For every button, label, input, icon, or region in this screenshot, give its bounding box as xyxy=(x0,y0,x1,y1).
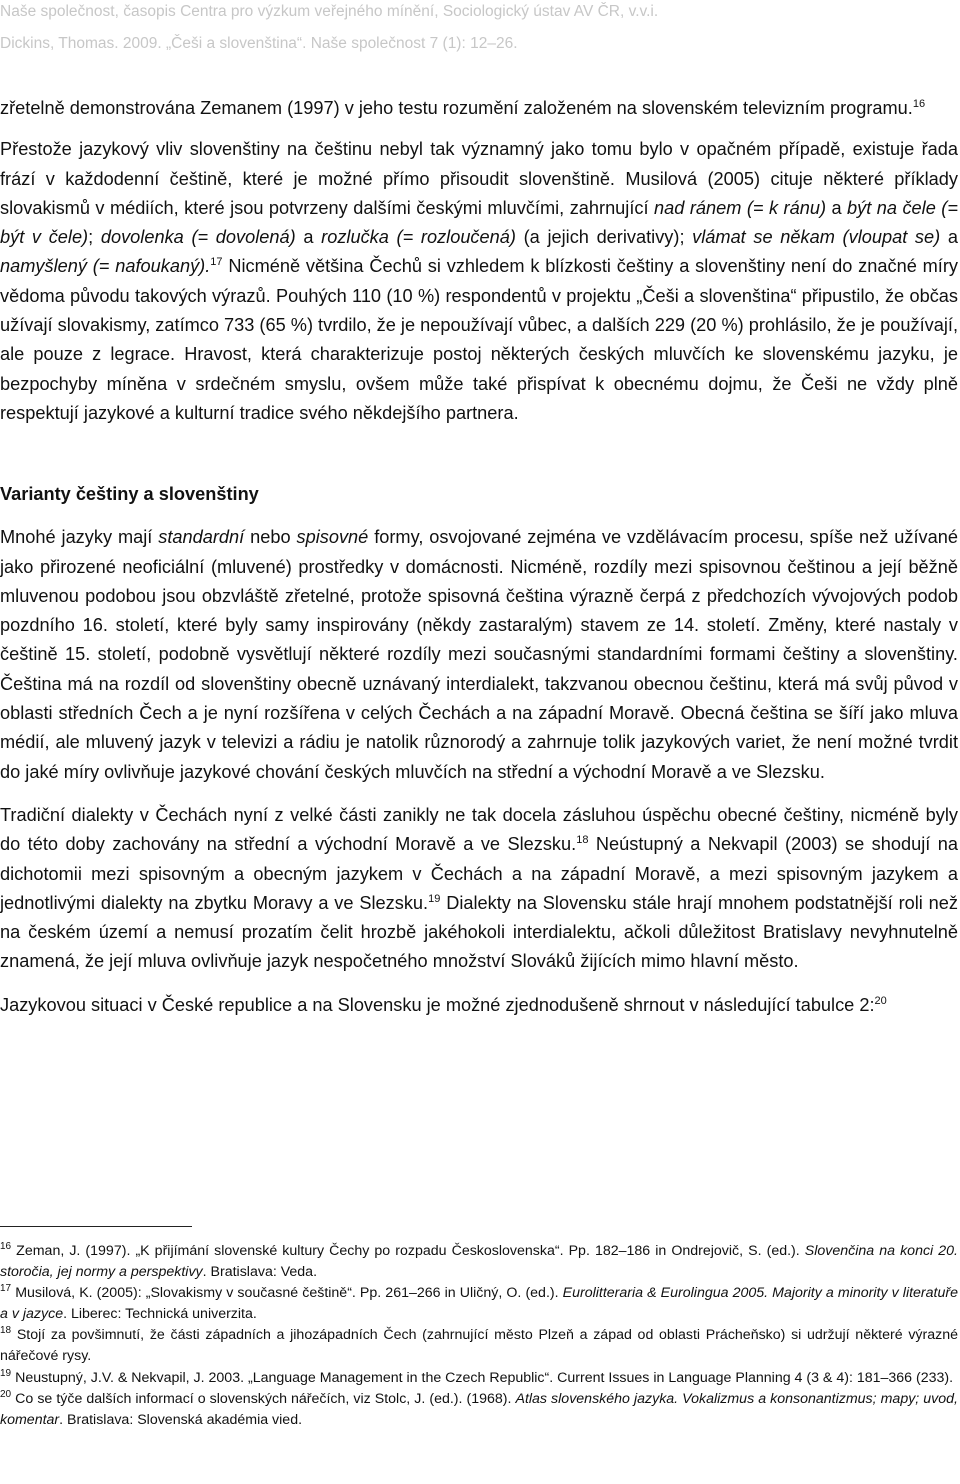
footnote-divider xyxy=(0,1226,192,1227)
footnote-text: . Bratislava: Slovenská akadémia vied. xyxy=(59,1411,303,1428)
example-term: být na čele (= být v čele) xyxy=(0,197,958,248)
emphasis-term: standardní xyxy=(158,527,245,548)
paragraph-text: (a jejich derivativy); xyxy=(515,227,693,248)
paragraph-text: Tradiční dialekty v Čechách nyní z velké části zanikly ne tak docela zásluhou úspěchu obecné češtiny, nicméně byly do této doby zachovány na střední a východní Moravě a ve Slezsku. xyxy=(0,804,958,855)
paragraph-text: Nicméně většina Čechů si vzhledem k blízkosti češtiny a slovenštiny není do značné míry vědoma původu takových výrazů. Pouhých 110 (10 %) respondentů v projektu „Češi a slovenština“ připustilo, že občas užívají slovakismy, zatímco 733 (65 %) tvrdilo, že je nepoužívají vůbec, a dalších 229 (20 %) prohlásilo, že je používají, ale pouze z legrace. Hravost, která charakterizuje postoj některých českých mluvčích ke slovenskému jazyku, je bezpochyby míněna v srdečném smyslu, ovšem může také přispívat k obecnému dojmu, že Češi ne vždy plně respektují jazykové a kulturní tradice svého někdejšího partnera. xyxy=(0,256,958,423)
paragraph xyxy=(0,135,958,428)
paragraph xyxy=(0,94,958,123)
paragraph xyxy=(0,991,958,1020)
paragraph xyxy=(0,523,958,787)
footnote xyxy=(0,1241,958,1282)
example-term: dovolenka (= dovolená) xyxy=(100,227,296,248)
footnote xyxy=(0,1325,958,1366)
footnote-ref[interactable]: 20 xyxy=(874,994,887,1007)
footnote-title: Slovenčina na konci 20. storočia, jej normy a perspektivy xyxy=(0,1243,958,1280)
paragraph-text: a xyxy=(940,227,958,248)
footnote-number: 19 xyxy=(0,1367,12,1379)
paragraph xyxy=(0,801,958,977)
footnote-text: . Bratislava: Veda. xyxy=(202,1263,318,1280)
footnote-number: 20 xyxy=(0,1389,12,1401)
footnote-title: Atlas slovenského jazyka. Vokalizmus a konsonantizmus; mapy; uvod, komentar xyxy=(0,1391,958,1428)
paragraph-text: a xyxy=(826,197,848,218)
footnote-text: Stojí za povšimnutí, že části západních a jihozápadních Čech (zahrnující město Plzeň a západ od oblasti Prácheňsko) si udržují některé výrazné nářečové rysy. xyxy=(0,1327,958,1364)
example-term: rozlučka (= rozloučená) xyxy=(321,227,516,248)
footnotes xyxy=(0,1241,958,1431)
journal-header-line: Naše společnost, časopis Centra pro výzkum veřejného mínění, Sociologický ústav AV ČR, v.v.i. xyxy=(0,3,659,20)
example-term: nad ránem (= k ránu) xyxy=(654,197,826,218)
paragraph-text: Mnohé jazyky mají xyxy=(0,527,159,548)
emphasis-term: spisovné xyxy=(296,527,369,548)
footnote-text: Co se týče dalších informací o slovenských nářečích, viz Stolc, J. (ed.). (1968). xyxy=(11,1391,516,1408)
paragraph-text: Neústupný a Nekvapil (2003) se shodují na dichotomii mezi spisovným a obecným jazykem v Čechách a na západní Moravě, a mezi spisovným jazykem a jednotlivými dialekty na zbytku Moravy a ve Slezsku. xyxy=(0,834,958,913)
footnote-text: Neustupný, J.V. & Nekvapil, J. 2003. „Language Management in the Czech Republic“. Current Issues in Language Planning 4 (3 & 4): 181–366 (233). xyxy=(11,1369,954,1386)
footnote-number: 17 xyxy=(0,1283,12,1295)
footnote xyxy=(0,1389,958,1430)
paragraph-text: ; xyxy=(88,227,101,248)
footnote-ref[interactable]: 17 xyxy=(210,256,223,269)
footnote xyxy=(0,1283,958,1324)
footnote-number: 16 xyxy=(0,1241,12,1252)
paragraph-text: Dialekty na Slovensku stále hrají mnohem podstatnější roli než na českém území a nemusí prozatím čelit hrozbě jakéhokoli interdialektu, ačkoli důležitost Bratislavy nevyhnutelně znamená, že její mluva ovlivňuje jazyk nespočetného množství Slováků žijících mimo hlavní město. xyxy=(0,892,959,972)
footnote-title: Eurolitteraria & Eurolingua 2005. Majority a minority v literatuře a v jazyce xyxy=(0,1285,958,1322)
article-body xyxy=(0,94,958,1034)
footnote xyxy=(0,1368,958,1389)
example-term: namyšlený (= nafoukaný). xyxy=(0,256,211,277)
paragraph-text: formy, osvojované zejména ve vzdělávacím procesu, spíše než užívané jako přirozené neoficiální (mluvené) prostředky v domácnosti. Nicméně, rozdíly mezi spisovnou češtinou a její běžně mluvenou podobou jsou obzvláště zřetelné, protože spisovná čeština výrazně čerpá z předchozích vývojových podob pozdního 16. století, které byly samy inspirovány (někdy zastaralým) stavem ze 14. století. Změny, které nastaly v češtině 15. století, podobně vysvětlují některé rozdíly mezi současnými standardními formami češtiny a slovenštiny. Čeština má na rozdíl od slovenštiny obecně uznávaný interdialekt, takzvanou obecnou češtinu, která má svůj původ v oblasti středních Čech a je nyní rozšířena v celých Čechách a na západní Moravě. Obecná čeština se šíří jako mluva médií, ale mluvený jazyk v televizi a rádiu je natolik různorodý a zahrnuje tolik jazykových variet, že není možné tvrdit do jaké míry ovlivňuje jazykové chování českých mluvčích na střední a východní Moravě a ve Slezsku. xyxy=(0,527,958,782)
example-term: vlámat se někam (vloupat se) xyxy=(692,227,941,248)
paragraph-text: zřetelně demonstrována Zemanem (1997) v jeho testu rozumění založeném na slovenském televizním programu. xyxy=(0,98,913,118)
footnote-ref[interactable]: 16 xyxy=(912,98,926,110)
section-heading: Varianty češtiny a slovenštiny xyxy=(0,484,259,505)
footnote-ref[interactable]: 18 xyxy=(576,834,589,847)
footnote-text: . Liberec: Technická univerzita. xyxy=(63,1305,257,1322)
footnote-number: 18 xyxy=(0,1325,12,1337)
footnote-ref[interactable]: 19 xyxy=(428,892,441,905)
citation-header-line: Dickins, Thomas. 2009. „Češi a slovenština“. Naše společnost 7 (1): 12–26. xyxy=(0,35,518,52)
paragraph-text: a xyxy=(295,227,322,248)
paragraph-text: Přestože jazykový vliv slovenštiny na češtinu nebyl tak významný jako tomu bylo v opačném případě, existuje řada frází v každodenní češtině, které je možné přímo přisoudit slovenštině. Musilová (2005) cituje některé příklady slovakismů v médiích, které jsou potvrzeny dalšími českými mluvčími, zahrnující xyxy=(0,139,958,218)
paragraph-text: nebo xyxy=(244,527,297,548)
footnote-text: Musilová, K. (2005): „Slovakismy v současné češtině“. Pp. 261–266 in Uličný, O. (ed.). xyxy=(11,1285,563,1302)
footnote-text: Zeman, J. (1997). „K přijímání slovenské kultury Čechy po rozpadu Československa“. Pp. 182–186 in Ondrejovič, S. (ed.). xyxy=(11,1243,805,1259)
paragraph-text: Jazykovou situaci v České republice a na Slovensku je možné zjednodušeně shrnout v následující tabulce 2: xyxy=(0,994,875,1015)
